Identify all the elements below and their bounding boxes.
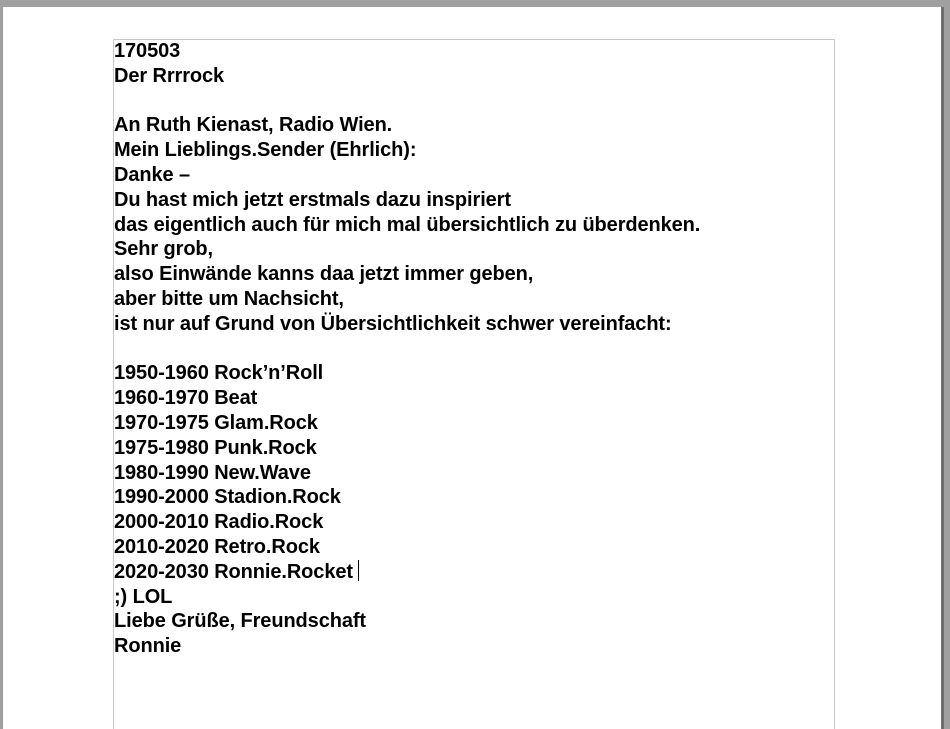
text-line: also Einwände kanns daa jetzt immer geben, [114, 263, 534, 286]
text-line: ;) LOL [114, 585, 173, 608]
era-line: 1970-1975 Glam.Rock [114, 411, 318, 434]
era-line: 1975-1980 Punk.Rock [114, 436, 317, 459]
document-page[interactable] [3, 7, 941, 729]
era-line-with-cursor [114, 560, 834, 585]
text-line: ist nur auf Grund von Übersichtlichkeit schwer vereinfacht: [114, 312, 672, 335]
era-line: 1980-1990 New.Wave [114, 461, 311, 484]
signature-line: Ronnie [114, 635, 182, 658]
text-line: Sehr grob, [114, 238, 214, 261]
greeting-line: An Ruth Kienast, Radio Wien. [114, 114, 393, 137]
era-line: 2010-2020 Retro.Rock [114, 535, 320, 558]
blank-line [114, 337, 834, 362]
blank-line [114, 89, 834, 114]
title-line: Der Rrrrock [114, 64, 225, 87]
era-line: 1960-1970 Beat [114, 387, 258, 410]
era-line: 2000-2010 Radio.Rock [114, 511, 324, 534]
text-line: das eigentlich auch für mich mal übersichtlich zu überdenken. [114, 213, 701, 236]
date-line: 170503 [114, 40, 181, 62]
era-line: 1950-1960 Rock’n’Roll [114, 362, 324, 385]
text-line: Du hast mich jetzt erstmals dazu inspiriert [114, 188, 511, 211]
era-line-text: 2020-2030 Ronnie.Rocket [114, 560, 353, 583]
text-cursor [358, 560, 359, 581]
text-line: Danke – [114, 163, 191, 186]
closing-line: Liebe Grüße, Freundschaft [114, 610, 366, 633]
text-line: aber bitte um Nachsicht, [114, 287, 344, 310]
document-body[interactable] [114, 39, 834, 659]
text-line: Mein Lieblings.Sender (Ehrlich): [114, 139, 417, 162]
era-line: 1990-2000 Stadion.Rock [114, 486, 341, 509]
